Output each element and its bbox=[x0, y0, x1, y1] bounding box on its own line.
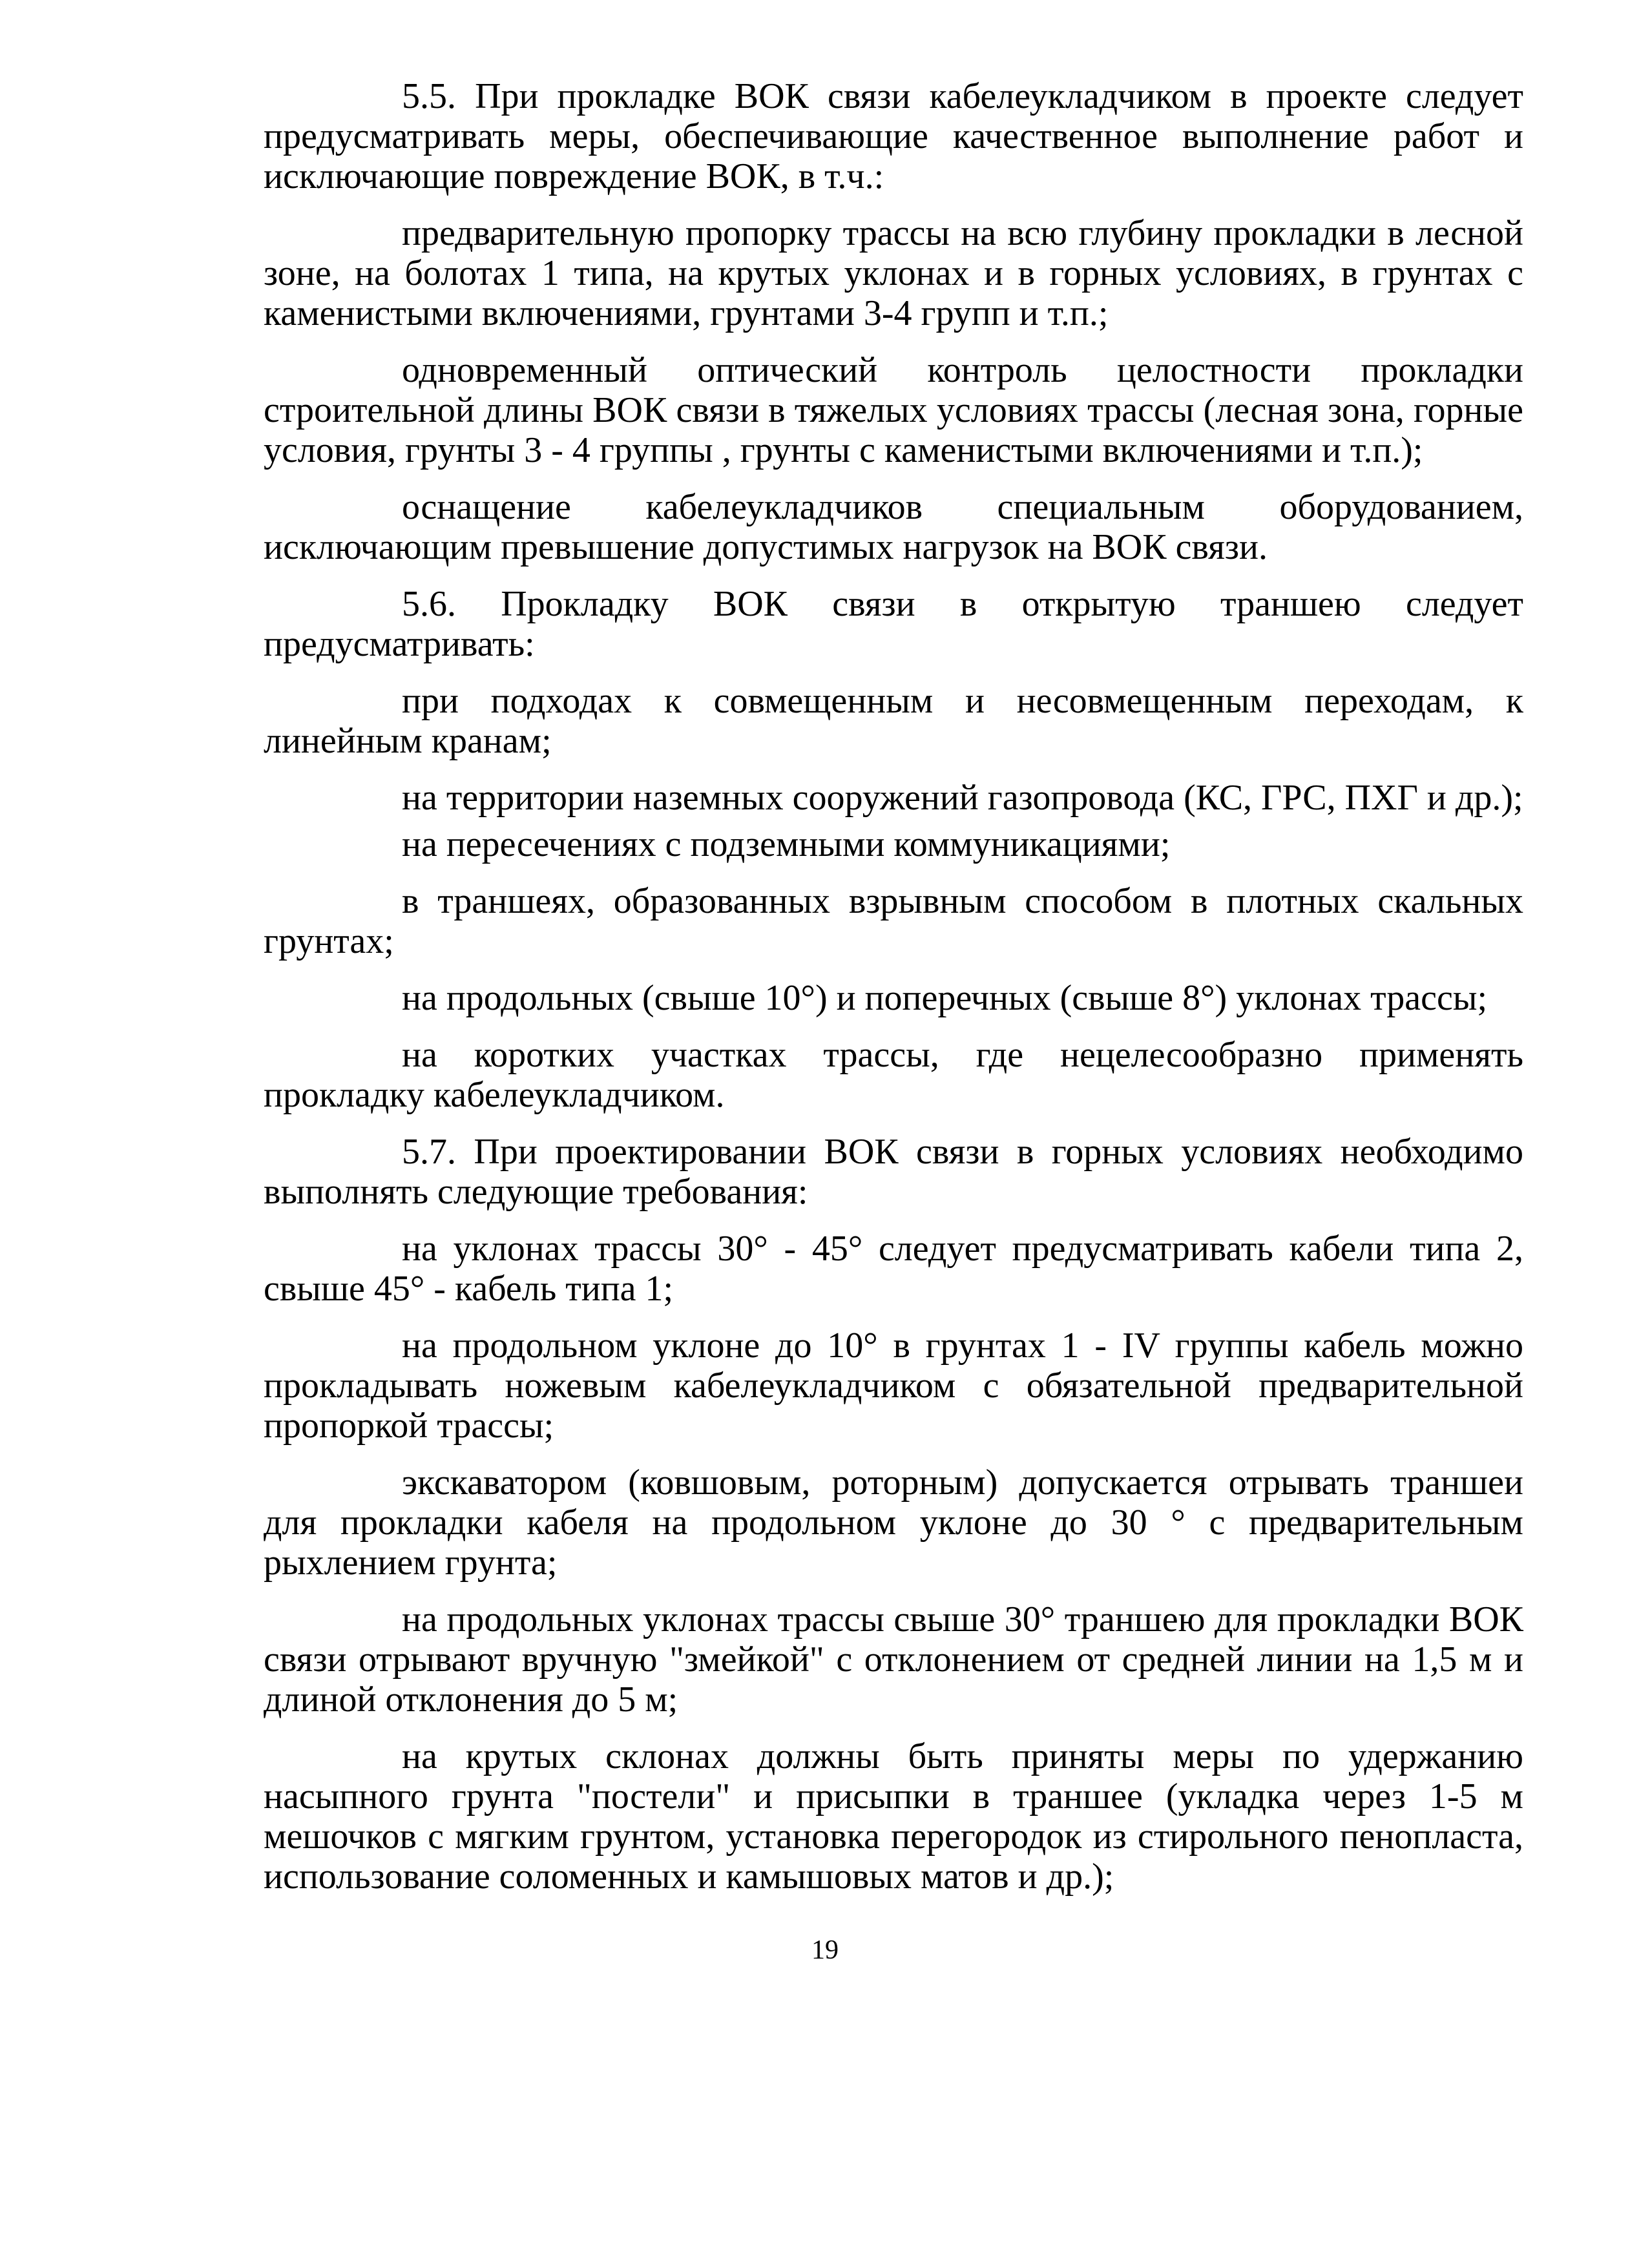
list-item-crossings: при подходах к совмещенным и несовмещенным переходам, к линейным кранам; bbox=[264, 681, 1523, 761]
list-item-steep-slopes: на крутых склонах должны быть приняты меры по удержанию насыпного грунта "постели" и присыпки в траншее (укладка через 1-5 м мешочков с мягким грунтом, установка перегородок из стирольного пенопласта, использование соломенных и камышовых матов и др.); bbox=[264, 1736, 1523, 1897]
list-item-manual-trench: на продольных уклонах трассы свыше 30° траншею для прокладки ВОК связи отрывают вручную "змейкой" с отклонением от средней линии на 1,5 м и длиной отклонения до 5 м; bbox=[264, 1599, 1523, 1720]
list-item-cable-types: на уклонах трассы 30° - 45° следует предусматривать кабели типа 2, свыше 45° - кабель типа 1; bbox=[264, 1229, 1523, 1309]
document-body bbox=[264, 76, 1523, 1913]
list-item-equipment: оснащение кабелеукладчиков специальным оборудованием, исключающим превышение допустимых нагрузок на ВОК связи. bbox=[264, 487, 1523, 567]
list-item-blasted-trenches: в траншеях, образованных взрывным способом в плотных скальных грунтах; bbox=[264, 881, 1523, 961]
paragraph-5-7: 5.7. При проектировании ВОК связи в горных условиях необходимо выполнять следующие требования: bbox=[264, 1132, 1523, 1212]
paragraph-5-5: 5.5. При прокладке ВОК связи кабелеукладчиком в проекте следует предусматривать меры, обеспечивающие качественное выполнение работ и исключающие повреждение ВОК, в т.ч.: bbox=[264, 76, 1523, 196]
page-number: 19 bbox=[811, 1935, 839, 1965]
list-item-short-sections: на коротких участках трассы, где нецелесообразно применять прокладку кабелеукладчиком. bbox=[264, 1035, 1523, 1115]
list-item-ground-facilities: на территории наземных сооружений газопровода (КС, ГРС, ПХГ и др.); bbox=[402, 778, 1523, 818]
list-item-knife-layer: на продольном уклоне до 10° в грунтах 1 - IV группы кабель можно прокладывать ножевым кабелеукладчиком с обязательной предварительной пропоркой трассы; bbox=[264, 1326, 1523, 1446]
paragraph-5-6: 5.6. Прокладку ВОК связи в открытую траншею следует предусматривать: bbox=[264, 584, 1523, 664]
list-item-pre-ripping: предварительную пропорку трассы на всю глубину прокладки в лесной зоне, на болотах 1 типа, на крутых уклонах и в горных условиях, в грунтах с каменистыми включениями, грунтами 3-4 групп и т.п.; bbox=[264, 213, 1523, 333]
list-item-excavator: экскаватором (ковшовым, роторным) допускается отрывать траншеи для прокладки кабеля на продольном уклоне до 30 ° с предварительным рыхлением грунта; bbox=[264, 1462, 1523, 1583]
list-item-optical-control: одновременный оптический контроль целостности прокладки строительной длины ВОК связи в тяжелых условиях трассы (лесная зона, горные условия, грунты 3 - 4 группы , грунты с каменистыми включениями и т.п.); bbox=[264, 350, 1523, 470]
list-item-utility-crossings: на пересечениях с подземными коммуникациями; bbox=[402, 824, 1171, 864]
list-item-slopes: на продольных (свыше 10°) и поперечных (свыше 8°) уклонах трассы; bbox=[402, 978, 1488, 1018]
